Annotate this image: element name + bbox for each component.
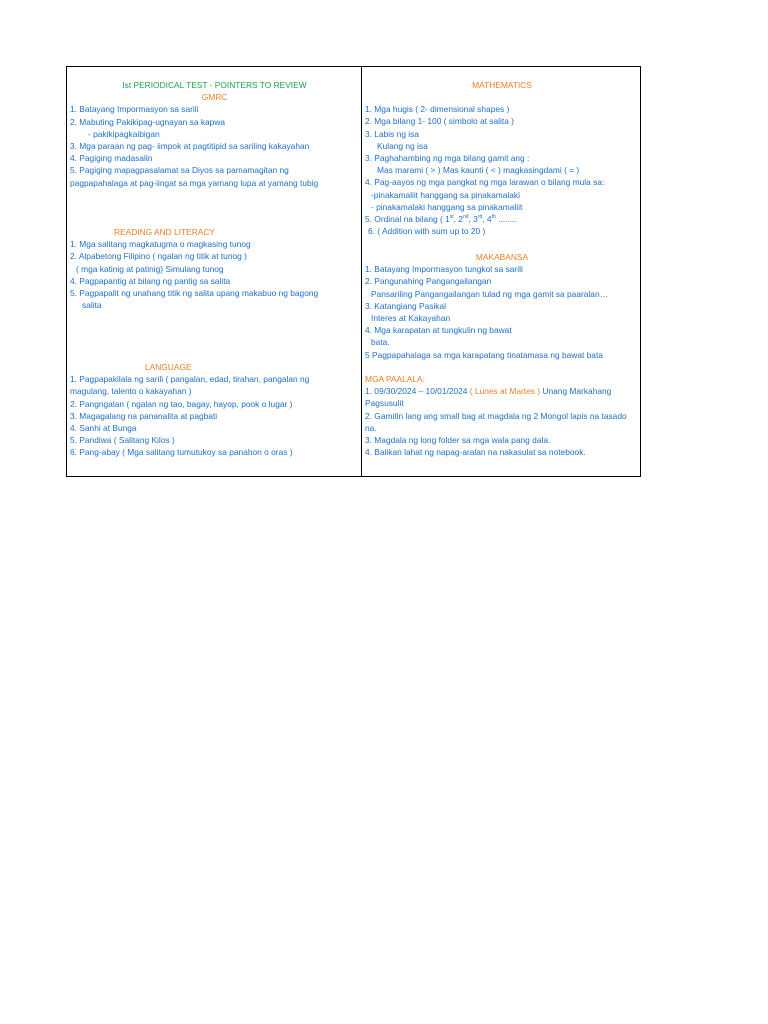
makabansa-item: 5 Pagpapahalaga sa mga karapatang tinatamasa ng bawat bata [365, 349, 603, 360]
math-ordinal-item: 5. Ordinal na bilang ( 1st, 2nd, 3rd, 4th ........ [365, 214, 517, 225]
math-heading: MATHEMATICS [472, 80, 532, 90]
makabansa-heading: MAKABANSA [475, 252, 529, 262]
makabansa-item: 1. Batayang Impormasyon tungkol sa sarili [365, 264, 523, 275]
language-heading: LANGUAGE [145, 362, 192, 372]
reading-item: 2. Alpabetong Filipino ( ngalan ng titik at tunog ) [70, 251, 247, 262]
makabansa-item: 4. Mga karapatan at tungkulin ng bawat [365, 325, 512, 336]
reading-item: salita [82, 300, 102, 311]
makabansa-item: 3. Katangiang Pasikal [365, 300, 447, 311]
gmrc-item: 1. Batayang Impormasyon sa sarili [70, 104, 199, 115]
makabansa-item: bata. [371, 337, 390, 348]
math-item: 2. Mga bilang 1- 100 ( simbolo at salita ) [365, 116, 514, 127]
math-item: 3. Paghahambing ng mga bilang gamit ang : [365, 153, 530, 164]
gmrc-item: pagpapahalaga at pag-iingat sa mga yamang lupa at yamang tubig [70, 177, 319, 188]
gmrc-heading: GMRC [201, 92, 228, 103]
gmrc-item: - pakikipagkaibigan [88, 128, 160, 139]
makabansa-item: 2. Pangunahing Pangangailangan [365, 276, 492, 287]
gmrc-item: 5. Pagiging mapagpasalamat sa Diyos sa pamamagitan ng [70, 165, 289, 176]
reminder-item: 3. Magdala ng long folder sa mga wala pang dala. [365, 435, 551, 446]
makabansa-section [365, 251, 639, 361]
reading-heading: READING AND LITERACY [114, 227, 215, 237]
gmrc-item: 4. Pagiging madasalin [70, 153, 153, 164]
reading-item: ( mga katinig at patinig) Simulang tunog [76, 263, 224, 274]
math-item: - pinakamalaki hanggang sa pinakamaliit [371, 201, 523, 212]
math-item: 4. Pag-aayos ng mga pangkat ng mga larawan o bilang mula sa: [365, 177, 605, 188]
gmrc-item: 2. Mabuting Pakikipag-ugnayan sa kapwa [70, 116, 226, 127]
language-item: 1. Pagpapakilala ng sarili ( pangalan, edad, tirahan, pangalan ng [70, 374, 310, 385]
language-section [70, 361, 359, 459]
reading-item: 5. Pagpapalit ng unahang titik ng salita upang makabuo ng bagong [70, 288, 319, 299]
reminder-item: 2. Gamitin lang ang small bag at magdala ng 2 Mongol lapis na tasado na. [365, 410, 627, 433]
column-divider [361, 67, 362, 476]
language-item: 5. Pandiwa ( Salitang Kilos ) [70, 435, 175, 446]
reminder-item: 4. Balikan lahat ng napag-aralan na nakasulat sa notebook. [365, 447, 586, 458]
reading-item: 4. Pagpapantig at bilang ng pantig sa salita [70, 275, 231, 286]
language-item: 2. Pangngalan ( ngalan ng tao, bagay, hayop, pook o lugar ) [70, 398, 293, 409]
language-item: magulang, talento o kakayahan ) [70, 386, 192, 397]
gmrc-section [70, 79, 359, 189]
language-item: 3. Magagalang na pananalita at pagbati [70, 410, 218, 421]
language-item: 6. Pang-abay ( Mga salitang tumutukoy sa panahon o oras ) [70, 447, 293, 458]
math-item: 6. ( Addition with sum up to 20 ) [368, 226, 486, 237]
makabansa-item: Pansariling Pangangailangan tulad ng mga gamit sa paaralan… [371, 288, 608, 299]
reminders-section [365, 373, 639, 458]
math-item: -pinakamaliit hanggang sa pinakamalaki [371, 189, 520, 200]
test-title: Ist PERIODICAL TEST - POINTERS TO REVIEW [122, 80, 307, 90]
reminders-heading: MGA PAALALA: [365, 374, 425, 384]
reminder-item: 1. 09/30/2024 – 10/01/2024 ( Lunes at Martes ) Unang Markahang Pagsusulit [365, 386, 612, 409]
reading-item: 1. Mga salitang magkatugma o magkasing tunog [70, 239, 251, 250]
language-item: 4. Sanhi at Bunga [70, 423, 137, 434]
math-section [365, 79, 639, 237]
gmrc-item: 3. Mga paraan ng pag- iimpok at pagtitipid sa sariling kakayahan [70, 141, 310, 152]
reading-section [70, 226, 359, 311]
pointers-sheet [66, 66, 641, 477]
math-item: Kulang ng isa [377, 140, 428, 151]
math-item: 1. Mga hugis ( 2- dimensional shapes ) [365, 104, 510, 115]
math-item: 3. Labis ng isa [365, 128, 420, 139]
math-item: Mas marami ( > ) Mas kaunti ( < ) magkasingdami ( = ) [377, 165, 580, 176]
makabansa-item: Interes at Kakayahan [371, 313, 451, 324]
